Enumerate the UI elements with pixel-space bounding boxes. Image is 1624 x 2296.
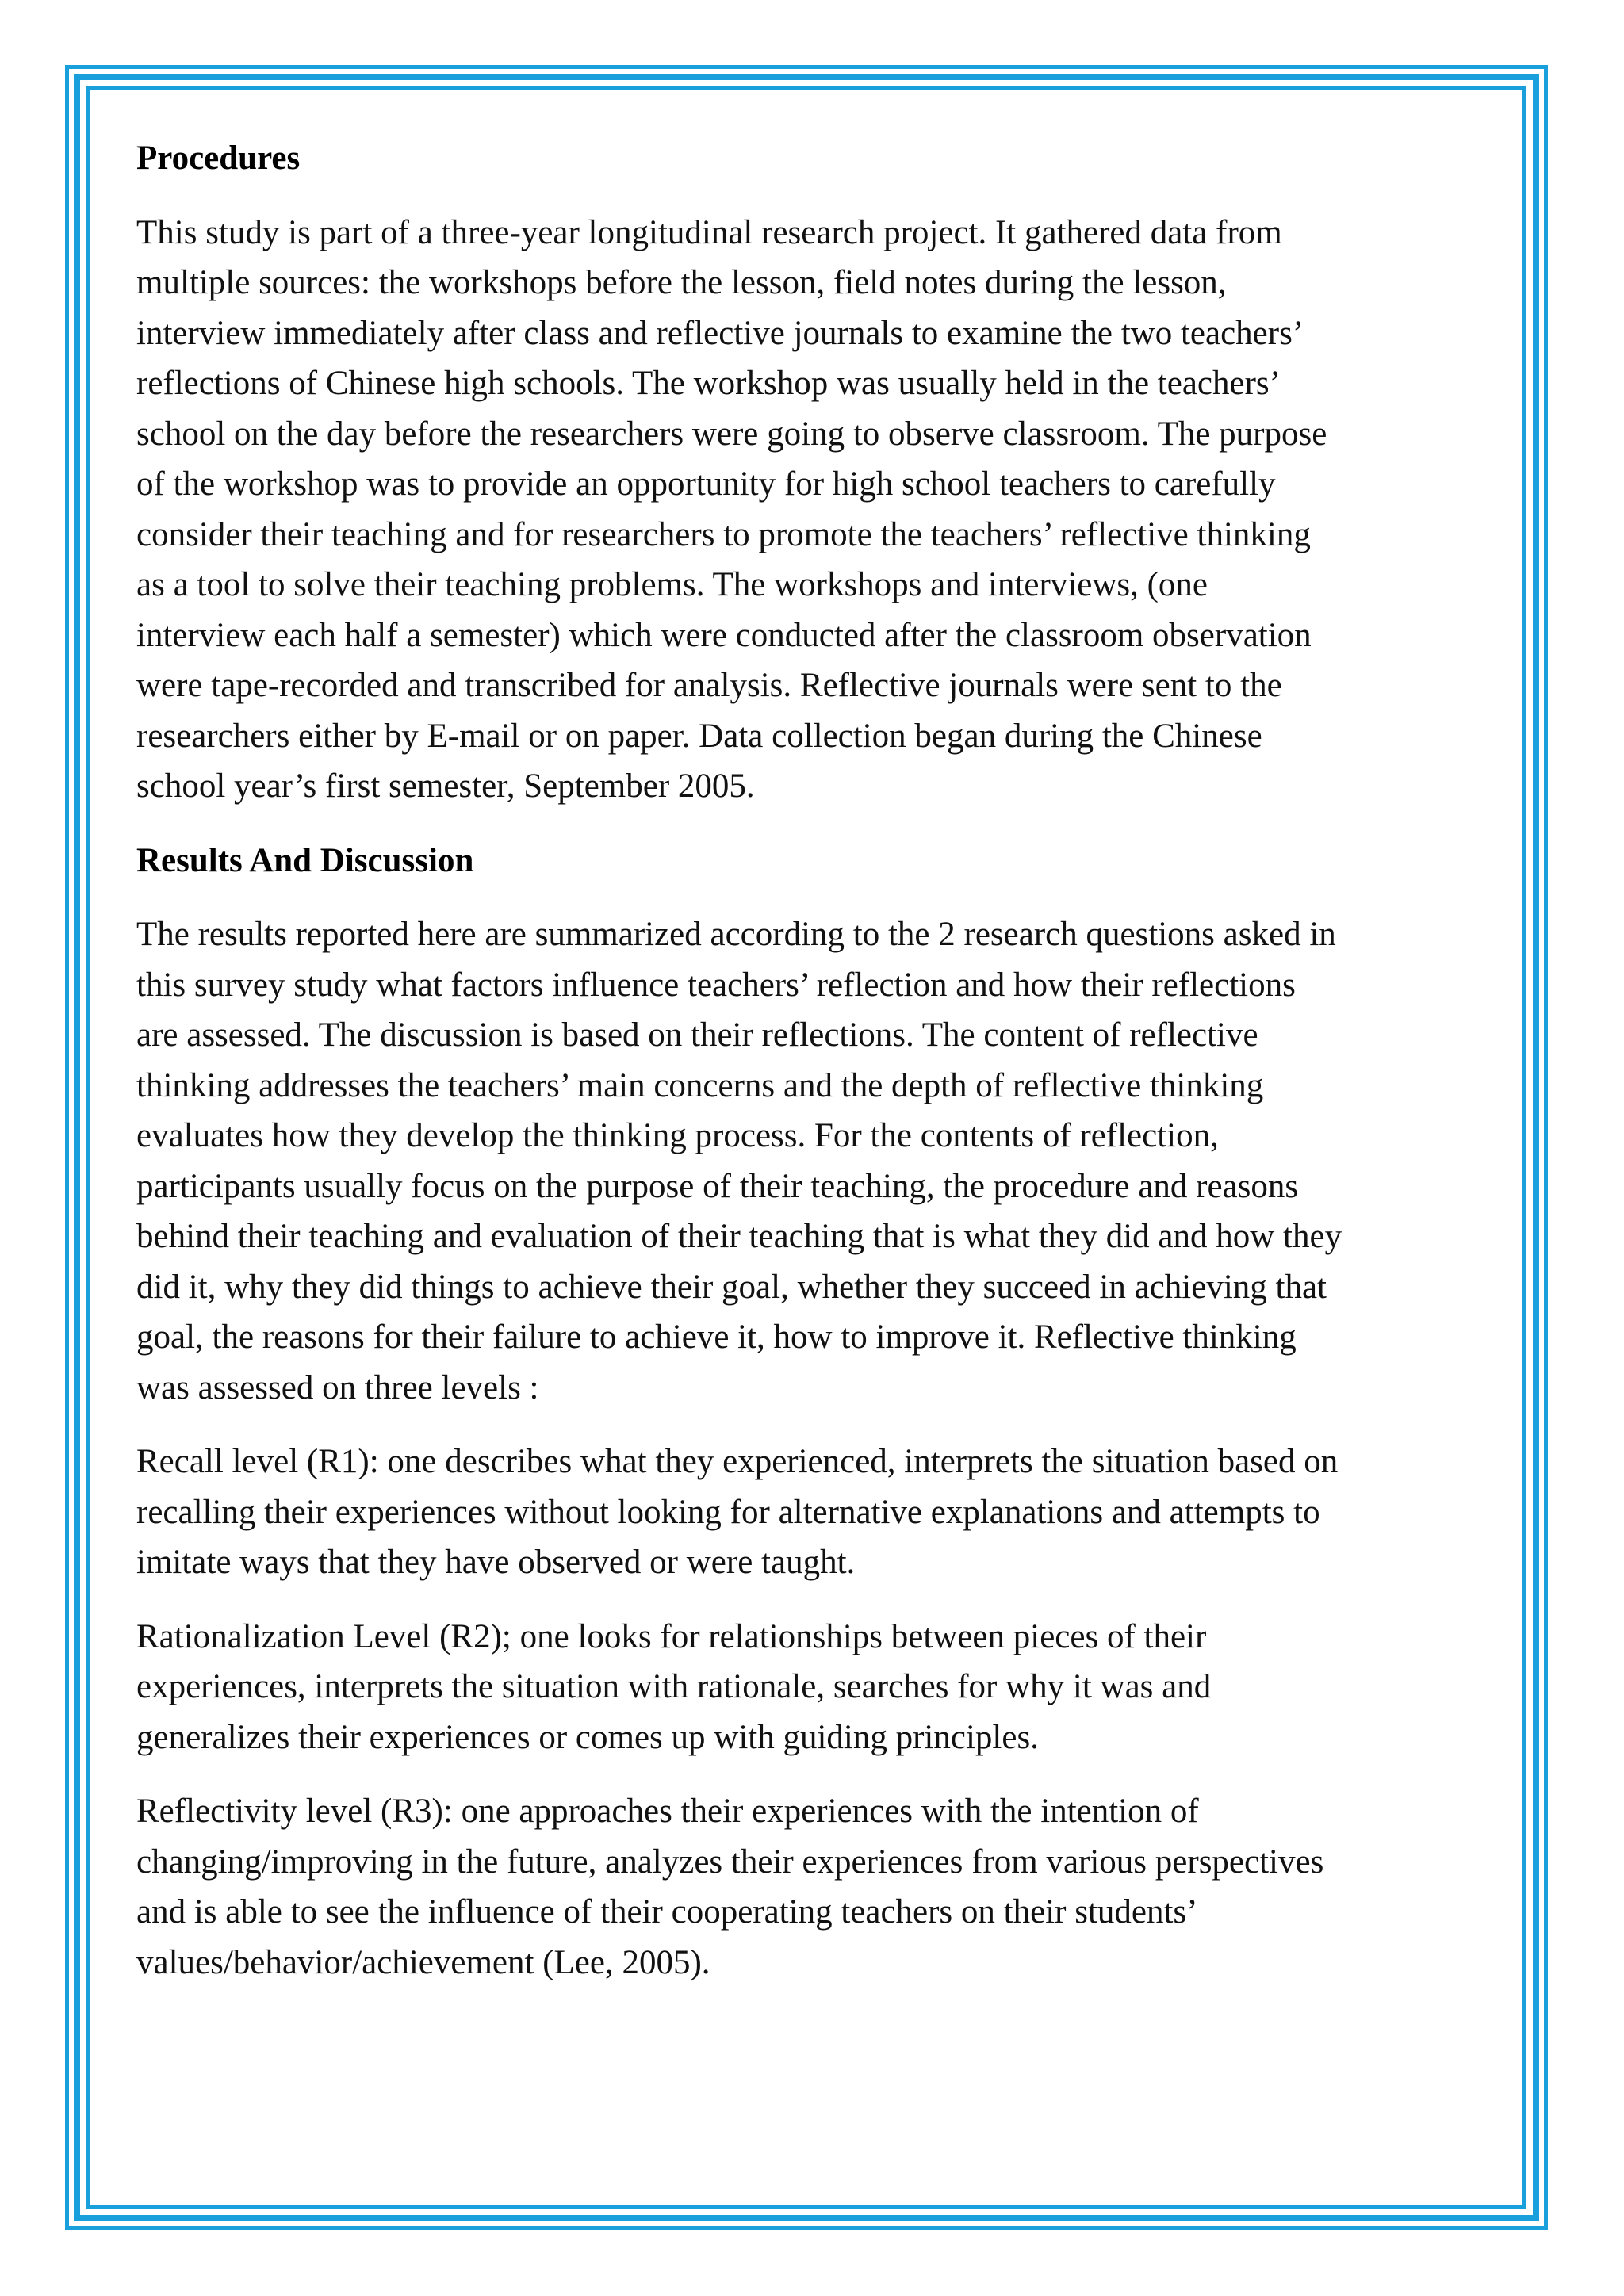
procedures-paragraph: This study is part of a three-year longitudinal research project. It gathered data from multiple sources: the workshops before the lesson, field notes during the lesson, interview immediately after class and reflective journals to examine the two teachers’ reflections of Chinese high schools. The workshop was usually held in the teachers’ school on the day before the researchers were going to observe classroom. The purpose of the workshop was to provide an opportunity for high school teachers to carefully consider their teaching and for researchers to promote the teachers’ reflective thinking as a tool to solve their teaching problems. The workshops and interviews, (one interview each half a semester) which were conducted after the classroom observation were tape-recorded and transcribed for analysis. Reflective journals were sent to the researchers either by E-mail or on paper. Data collection began during the Chinese school year’s first semester, September 2005. <box>136 213 1327 805</box>
rationalization-level-paragraph: Rationalization Level (R2); one looks for relationships between pieces of their experiences, interprets the situation with rationale, searches for why it was and generalizes their experiences or comes up with guiding principles. <box>136 1617 1212 1756</box>
section-heading-procedures: Procedures <box>136 140 301 177</box>
reflectivity-level-paragraph: Reflectivity level (R3): one approaches their experiences with the intention of changing/improving in the future, analyzes their experiences from various perspectives and is able to see the influence of their cooperating teachers on their students’ values/behavior/achievement (Lee, 2005). <box>136 1793 1324 1981</box>
recall-level-paragraph: Recall level (R1): one describes what they experienced, interprets the situation based on recalling their experiences without looking for alternative explanations and attempts to imitate ways that they have observed or were taught. <box>136 1443 1339 1581</box>
results-paragraph: The results reported here are summarized according to the 2 research questions asked in this survey study what factors influence teachers’ reflection and how their reflections are assessed. The discussion is based on their reflections. The content of reflective thinking addresses the teachers’ main concerns and the depth of reflective thinking evaluates how they develop the thinking process. For the contents of reflection, participants usually focus on the purpose of their teaching, the procedure and reasons behind their teaching and evaluation of their teaching that is what they did and how they did it, why they did things to achieve their goal, whether they succeed in achieving that goal, the reasons for their failure to achieve it, how to improve it. Reflective thinking was assessed on three levels : <box>136 916 1342 1406</box>
section-heading-results-and-discussion: Results And Discussion <box>136 841 474 879</box>
document-body <box>136 133 1492 2011</box>
